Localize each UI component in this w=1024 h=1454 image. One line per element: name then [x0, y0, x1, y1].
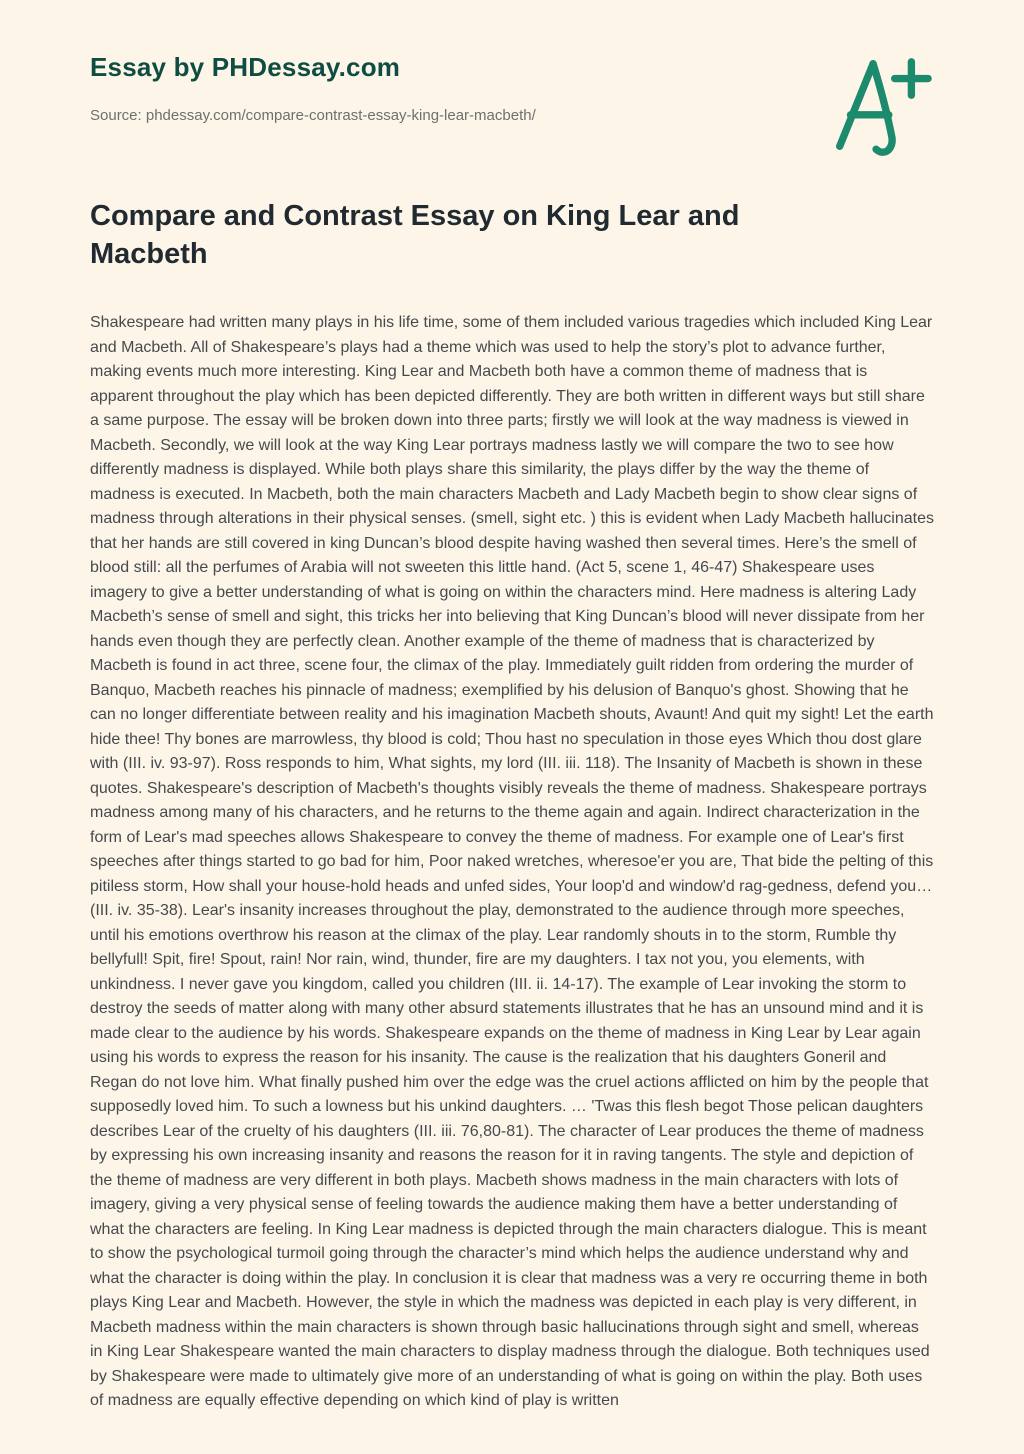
page-header — [90, 52, 934, 124]
logo-a-left-stroke — [840, 64, 873, 146]
source-line — [90, 107, 934, 124]
source-url-link[interactable]: phdessay.com/compare-contrast-essay-king-lear-macbeth/ — [145, 107, 536, 124]
source-label: Source: — [90, 107, 142, 124]
brand-title: Essay by PHDessay.com — [90, 52, 401, 82]
essay-body: Shakespeare had written many plays in his life time, some of them included various tragedies which included King Lear and Macbeth. All of Shakespeare’s plays had a theme which was used to help the story’s plot to advance further, making events much more interesting. King Lear and Macbeth both have a common theme of madness that is apparent throughout the play which has been depicted differently. They are both written in different ways but still share a same purpose. The essay will be broken down into three parts; firstly we will look at the way madness is viewed in Macbeth. Secondly, we will look at the way King Lear portrays madness lastly we will compare the two to see how differently madness is displayed. While both plays share this similarity, the plays differ by the way the theme of madness is executed. In Macbeth, both the main characters Macbeth and Lady Macbeth begin to show clear signs of madness through alterations in their physical senses. (smell, sight etc. ) this is evident when Lady Macbeth hallucinates that her hands are still covered in king Duncan’s blood despite having washed then several times. Here’s the smell of blood still: all the perfumes of Arabia will not sweeten this little hand. (Act 5, scene 1, 46-47) Shakespeare uses imagery to give a better understanding of what is going on within the characters mind. Here madness is altering Lady Macbeth’s sense of smell and sight, this tricks her into believing that King Duncan’s blood will never dissipate from her hands even though they are perfectly clean. Another example of the theme of madness that is characterized by Macbeth is found in act three, scene four, the climax of the play. Immediately guilt ridden from ordering the murder of Banquo, Macbeth reaches his pinnacle of madness; exemplified by his delusion of Banquo's ghost. Showing that he can no longer differentiate between reality and his imagination Macbeth shouts, Avaunt! And quit my sight! Let the earth hide thee! Thy bones are marrowless, thy blood is cold; Thou hast no speculation in those eyes Which thou dost glare with (III. iv. 93-97). Ross responds to him, What sights, my lord (III. iii. 118). The Insanity of Macbeth is shown in these quotes. Shakespeare's description of Macbeth's thoughts visibly reveals the theme of madness. Shakespeare portrays madness among many of his characters, and he returns to the theme again and again. Indirect characterization in the form of Lear's mad speeches allows Shakespeare to convey the theme of madness. For example one of Lear's first speeches after things started to go bad for him, Poor naked wretches, wheresoe'er you are, That bide the pelting of this pitiless storm, How shall your house-hold heads and unfed sides, Your loop'd and window'd rag-gedness, defend you… (III. iv. 35-38). Lear's insanity increases throughout the play, demonstrated to the audience through more speeches, until his emotions overthrow his reason at the climax of the play. Lear randomly shouts in to the storm, Rumble thy bellyfull! Spit, fire! Spout, rain! Nor rain, wind, thunder, fire are my daughters. I tax not you, you elements, with unkindness. I never gave you kingdom, called you children (III. ii. 14-17). The example of Lear invoking the storm to destroy the seeds of matter along with many other absurd statements illustrates that he has an unsound mind and it is made clear to the audience by his words. Shakespeare expands on the theme of madness in King Lear by Lear again using his words to express the reason for his insanity. The cause is the realization that his daughters Goneril and Regan do not love him. What finally pushed him over the edge was the cruel actions afflicted on him by the people that supposedly loved him. To such a lowness but his unkind daughters. … 'Twas this flesh begot Those pelican daughters describes Lear of the cruelty of his daughters (III. iii. 76,80-81). The character of Lear produces the theme of madness by expressing his own increasing insanity and reasons the reason for it in raving tangents. The style and depiction of the theme of madness are very different in both plays. Macbeth shows madness in the main characters with lots of imagery, giving a very physical sense of feeling towards the audience making them have a better understanding of what the characters are feeling. In King Lear madness is depicted through the main characters dialogue. This is meant to show the psychological turmoil going through the character’s mind which helps the audience understand why and what the character is doing within the play. In conclusion it is clear that madness was a very re occurring theme in both plays King Lear and Macbeth. However, the style in which the madness was depicted in each play is very different, in Macbeth madness within the main characters is shown through basic hallucinations through sight and smell, whereas in King Lear Shakespeare wanted the main characters to display madness through the dialogue. Both techniques used by Shakespeare were made to ultimately give more of an understanding of what is going on within the play. Both uses of madness are equally effective depending on which kind of play is written — [90, 314, 934, 1410]
essay-title: Compare and Contrast Essay on King Lear and Macbeth — [90, 200, 740, 270]
logo-a-right-stroke — [873, 64, 892, 152]
a-plus-logo — [824, 52, 932, 162]
